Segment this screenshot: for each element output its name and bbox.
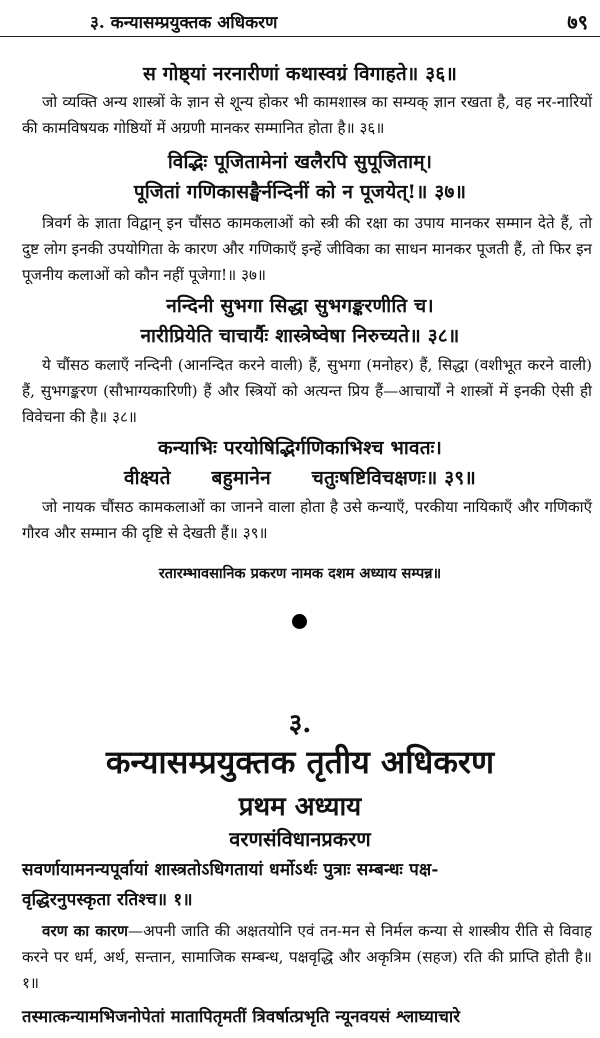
sutra-1-line-1: सवर्णायामनन्यपूर्वायां शास्त्रतोऽधिगतायां धर्मोऽर्थः पुत्राः सम्बन्धः पक्ष- (22, 860, 439, 880)
verse-39-line-2 (0, 464, 600, 490)
chapter-colophon: रतारम्भावसानिक प्रकरण नामक दशम अध्याय सम्पन्न॥ (158, 565, 442, 582)
section-heading: वरणसंविधानप्रकरण (229, 827, 371, 851)
commentary-38: ये चौंसठ कलाएँ नन्दिनी (आनन्दित करने वाली) हैं, सुभगा (मनोहर) हैं, सिद्धा (वशीभूत करने वाली) हैं, सुभगङ्करण (सौभाग्यकारिणी) हैं और स्त्रियों को अत्यन्त प्रिय हैं—आचार्यों ने शास्त्रों में इनकी ऐसी ही विवेचना की है॥ ३८॥ (22, 356, 592, 426)
verse-39-word-2: बहुमानेन (211, 467, 271, 489)
verse-39-line-1: कन्याभिः परयोषिद्भिर्गणिकाभिश्च भावतः। (157, 437, 442, 459)
verse-37-line-2: पूजितां गणिकासङ्घैर्नन्दिनीं को न पूजयेत्!॥ ३७॥ (133, 181, 467, 203)
running-header-title: ३. कन्यासम्प्रयुक्तक अधिकरण (90, 13, 278, 33)
section-divider-dot (292, 614, 307, 629)
commentary-1-text: —अपनी जाति की अक्षतयोनि एवं तन-मन से निर्मल कन्या से शास्त्रीय रीति से विवाह करने पर धर्म, अर्थ, सन्तान, सामाजिक सम्बन्ध, पक्षवृद्धि और अकृत्रिम (सहज) रति की प्राप्ति होती है॥ १॥ (22, 922, 592, 992)
chapter-title: कन्यासम्प्रयुक्तक तृतीय अधिकरण (105, 743, 495, 781)
verse-38-line-1: नन्दिनी सुभगा सिद्धा सुभगङ्करणीति च। (166, 295, 434, 317)
chapter-subtitle: प्रथम अध्याय (238, 792, 362, 822)
verse-39-word-1: वीक्ष्यते (124, 467, 171, 489)
verse-36-line-1: स गोष्ठ्यां नरनारीणां कथास्वग्रं विगाहते॥ ३६॥ (142, 63, 458, 85)
verse-38-line-2: नारीप्रियेति चाचार्यैः शास्त्रेष्वेषा निरुच्यते॥ ३८॥ (140, 325, 460, 347)
chapter-number: ३. (288, 709, 312, 739)
sutra-1-line-2: वृद्धिरनुपस्कृता रतिश्च॥ १॥ (22, 890, 193, 910)
sutra-2-line-1: तस्मात्कन्यामभिजनोपेतां मातापितृमतीं त्रिवर्षात्प्रभृति न्यूनवयसं श्लाघ्याचारे (22, 1007, 461, 1026)
commentary-1 (22, 918, 592, 996)
commentary-1-heading: वरण का कारण (42, 922, 128, 940)
verse-37-line-1: विद्भिः पूजितामेनां खलैरपि सुपूजिताम्। (167, 151, 433, 173)
commentary-37: त्रिवर्ग के ज्ञाता विद्वान् इन चौंसठ कामकलाओं को स्त्री की रक्षा का उपाय मानकर सम्मान देते हैं, तो दुष्ट लोग इनकी उपयोगिता के कारण और गणिकाएँ इन्हें जीविका का साधन मानकर पूजती हैं, तो फिर इन पूजनीय कलाओं को कौन नहीं पूजेगा!॥ ३७॥ (22, 214, 592, 284)
page-number: ७९ (567, 10, 588, 34)
commentary-39: जो नायक चौंसठ कामकलाओं का जानने वाला होता है उसे कन्याएँ, परकीया नायिकाएँ और गणिकाएँ गौरव और सम्मान की दृष्टि से देखती हैं॥ ३९॥ (22, 498, 592, 542)
verse-39-word-3: चतुःषष्टिविचक्षणः॥ ३९॥ (311, 467, 476, 489)
running-header (0, 6, 600, 37)
commentary-36: जो व्यक्ति अन्य शास्त्रों के ज्ञान से शून्य होकर भी कामशास्त्र का सम्यक् ज्ञान रखता है, वह नर-नारियों की कामविषयक गोष्ठियों में अग्रणी मानकर सम्मानित होता है॥ ३६॥ (22, 93, 592, 137)
